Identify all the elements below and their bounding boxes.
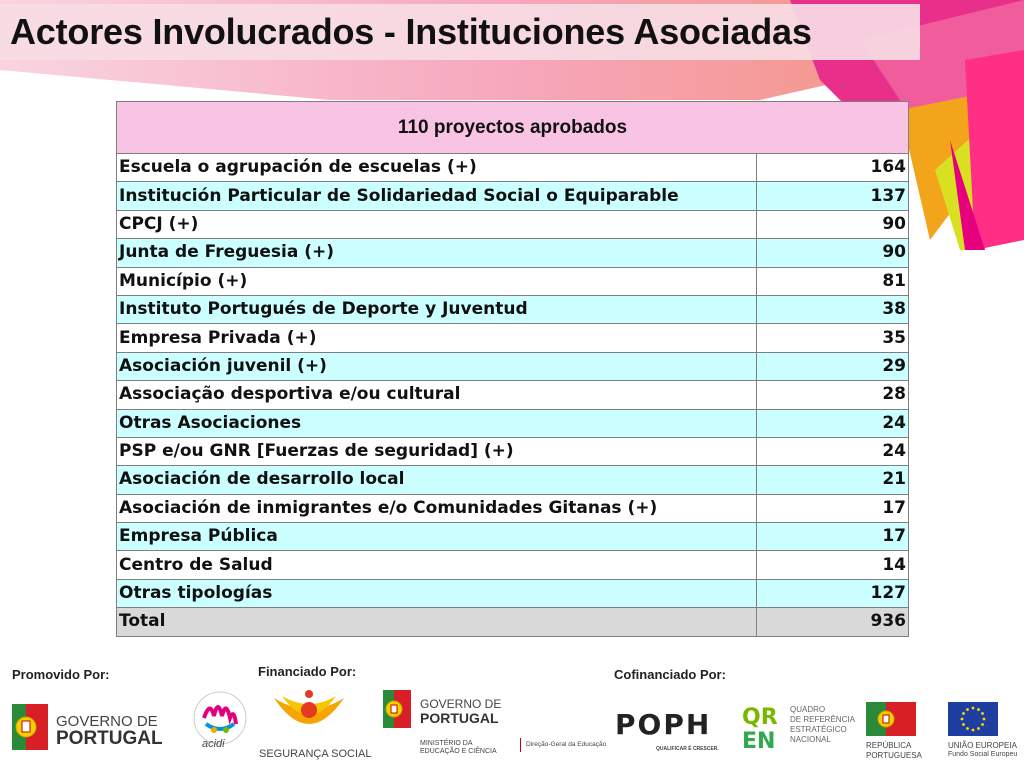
separator-line <box>520 738 521 752</box>
svg-text:EN: EN <box>742 729 776 750</box>
row-value: 164 <box>757 154 909 182</box>
table-body <box>117 154 909 637</box>
poph-logo: POPH <box>615 708 712 741</box>
qren-line2: DE REFERÊNCIA <box>790 715 855 724</box>
row-value: 29 <box>757 352 909 380</box>
total-value: 936 <box>757 608 909 636</box>
row-label: Empresa Privada (+) <box>117 324 757 352</box>
table-row <box>117 466 909 494</box>
row-label: Otras tipologías <box>117 579 757 607</box>
row-value: 38 <box>757 295 909 323</box>
table-row <box>117 154 909 182</box>
row-value: 81 <box>757 267 909 295</box>
portugal-flag-icon <box>12 704 48 750</box>
total-label: Total <box>117 608 757 636</box>
ue-line2: Fundo Social Europeu <box>948 751 1018 758</box>
financiado-label: Financiado Por: <box>258 664 357 679</box>
table-row <box>117 409 909 437</box>
institutions-table <box>116 101 909 637</box>
republica-portuguesa-flag-icon <box>866 702 916 736</box>
row-label: Empresa Pública <box>117 523 757 551</box>
row-label: Institución Particular de Solidariedad Social o Equiparable <box>117 182 757 210</box>
row-label: Asociación de inmigrantes e/o Comunidades Gitanas (+) <box>117 494 757 522</box>
row-label: Asociación de desarrollo local <box>117 466 757 494</box>
row-label: Junta de Freguesia (+) <box>117 239 757 267</box>
table-row <box>117 210 909 238</box>
row-value: 17 <box>757 523 909 551</box>
seguranca-social-logo-icon <box>268 690 350 740</box>
table-row <box>117 437 909 465</box>
table-row <box>117 551 909 579</box>
table-row <box>117 182 909 210</box>
row-value: 24 <box>757 409 909 437</box>
row-label: Município (+) <box>117 267 757 295</box>
row-label: Escuela o agrupación de escuelas (+) <box>117 154 757 182</box>
portugal-flag-icon-2 <box>383 690 411 728</box>
table-header: 110 proyectos aprobados <box>117 102 909 154</box>
row-value: 24 <box>757 437 909 465</box>
poph-tagline: QUALIFICAR É CRESCER. <box>656 746 719 752</box>
row-label: CPCJ (+) <box>117 210 757 238</box>
eu-flag-icon <box>948 702 998 736</box>
row-label: PSP e/ou GNR [Fuerzas de seguridad] (+) <box>117 437 757 465</box>
row-label: Asociación juvenil (+) <box>117 352 757 380</box>
row-label: Associação desportiva e/ou cultural <box>117 381 757 409</box>
table-row <box>117 523 909 551</box>
row-value: 90 <box>757 210 909 238</box>
republica-line2: PORTUGUESA <box>866 751 922 760</box>
gov-pt-2-line1: GOVERNO DE <box>420 697 502 711</box>
gov-pt-logo-line1: GOVERNO DE <box>56 713 158 730</box>
table-row <box>117 295 909 323</box>
qren-line3: ESTRATÉGICO <box>790 725 847 734</box>
row-value: 90 <box>757 239 909 267</box>
table-row <box>117 239 909 267</box>
qren-logo-icon <box>742 704 786 750</box>
table-row <box>117 494 909 522</box>
page-title: Actores Involucrados - Instituciones Asociadas <box>10 11 812 52</box>
row-value: 28 <box>757 381 909 409</box>
row-value: 127 <box>757 579 909 607</box>
row-value: 14 <box>757 551 909 579</box>
qren-line4: NACIONAL <box>790 735 831 744</box>
title-banner <box>0 4 920 60</box>
row-label: Centro de Salud <box>117 551 757 579</box>
table-row <box>117 579 909 607</box>
promovido-label: Promovido Por: <box>12 667 110 682</box>
row-label: Instituto Portugués de Deporte y Juventud <box>117 295 757 323</box>
gov-pt-2-line2: PORTUGAL <box>420 710 499 726</box>
qren-line1: QUADRO <box>790 705 826 714</box>
row-value: 35 <box>757 324 909 352</box>
dge-label: Direção-Geral da Educação <box>526 741 607 748</box>
total-row <box>117 608 909 636</box>
ue-line1: UNIÃO EUROPEIA <box>948 741 1017 750</box>
table-row <box>117 352 909 380</box>
ministerio-label: MINISTÉRIO DA EDUCAÇÃO E CIÊNCIA <box>420 740 497 756</box>
row-value: 17 <box>757 494 909 522</box>
table-row <box>117 267 909 295</box>
acidi-label: acidi <box>202 738 225 750</box>
table-row <box>117 324 909 352</box>
svg-text:QR: QR <box>742 705 778 730</box>
cofinanciado-label: Cofinanciado Por: <box>614 667 726 682</box>
gov-pt-logo-line2: PORTUGAL <box>56 728 163 749</box>
row-value: 137 <box>757 182 909 210</box>
republica-line1: REPÚBLICA <box>866 741 912 750</box>
row-label: Otras Asociaciones <box>117 409 757 437</box>
seguranca-social-label: SEGURANÇA SOCIAL <box>259 748 372 760</box>
table-row <box>117 381 909 409</box>
row-value: 21 <box>757 466 909 494</box>
